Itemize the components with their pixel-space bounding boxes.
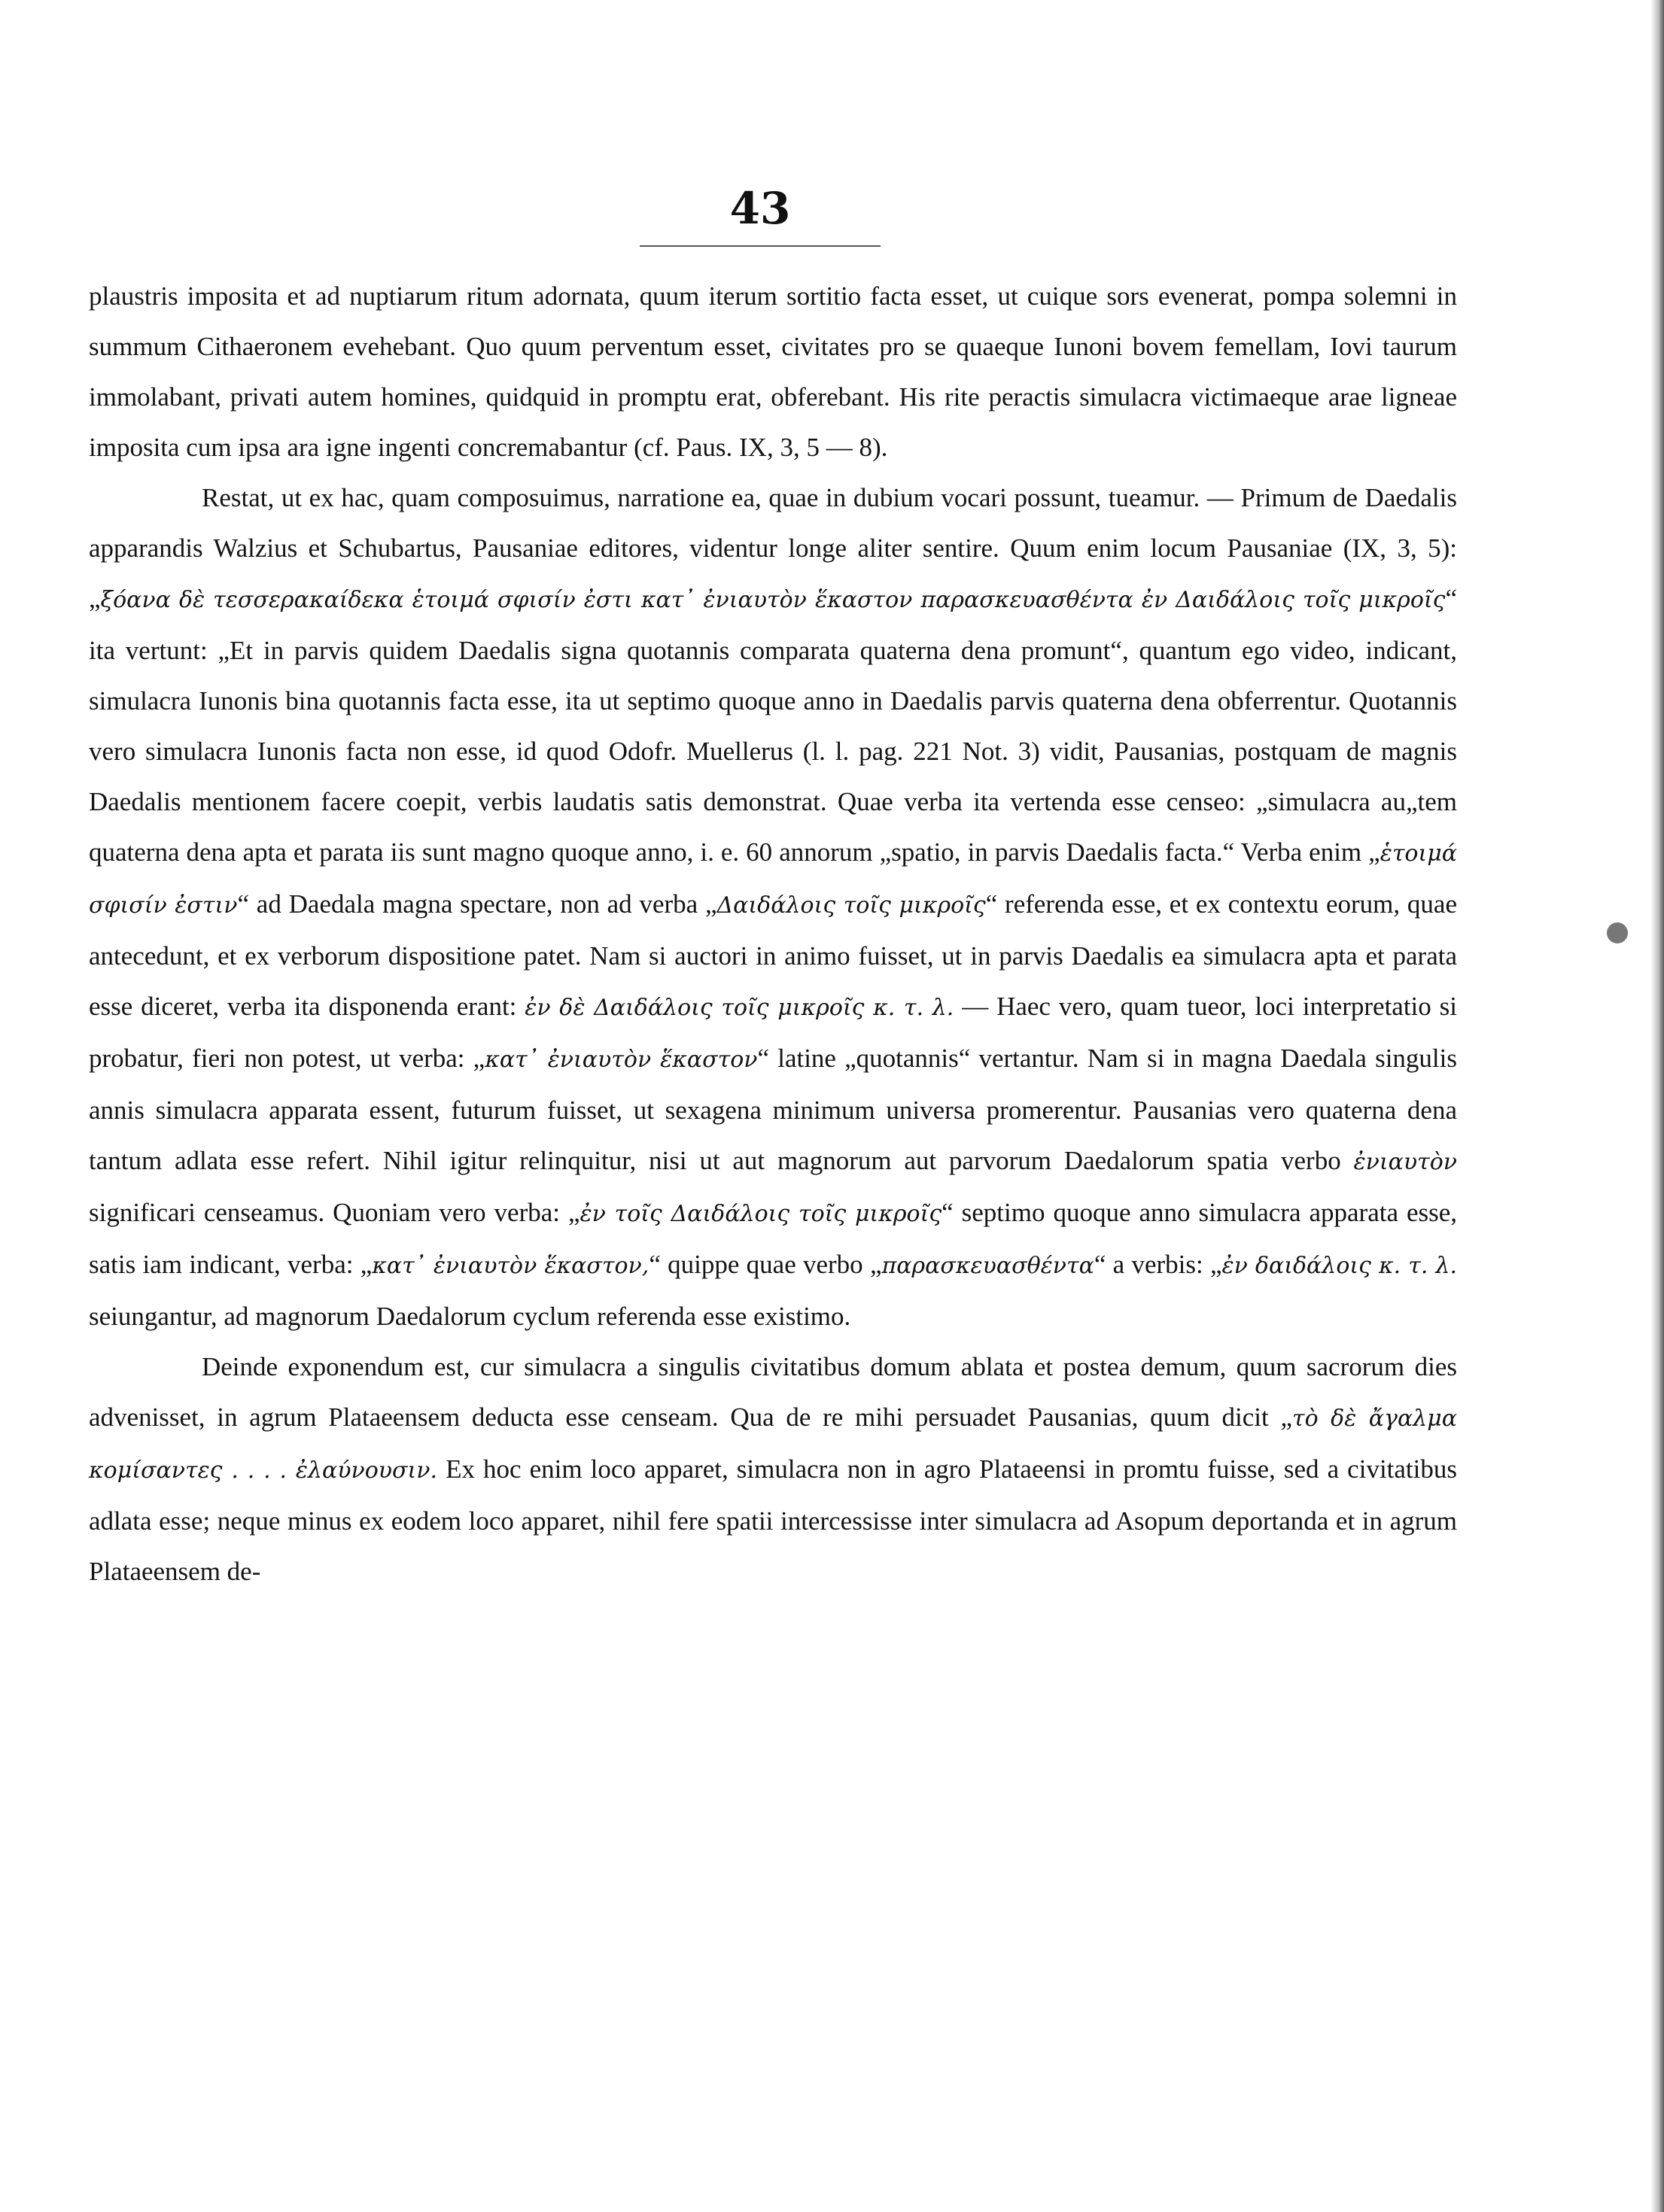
greek-quotation: ἐνιαυτὸν <box>1353 1149 1457 1175</box>
latin-text: Restat, ut ex hac, quam composuimus, narratione ea, quae in dubium vocari possunt, tueamur. — Primum de Daedalis apparandis Walzius et Schubartus, Pausaniae editores, videntur longe aliter sentire. Quum enim locum Pausaniae (IX, 3, 5): „ <box>89 483 1457 613</box>
latin-text: plaustris imposita et ad nuptiarum ritum adornata, quum iterum sortitio facta esset, ut cuique sors evenerat, pompa solemni in summum Cithaeronem evehebant. Quo quum perventum esset, civitates pro se quaeque Iunoni bovem femellam, Iovi taurum immolabant, privati autem homines, quidquid in promptu erat, obferebant. His rite peractis simulacra victimaeque arae ligneae imposita cum ipsa ara igne ingenti concremabantur (cf. Paus. IX, 3, 5 — 8). <box>89 281 1457 462</box>
latin-text: “ quippe quae verbo „ <box>649 1250 882 1279</box>
latin-text: Deinde exponendum est, cur simulacra a singulis civitatibus domum ablata et postea demum, quum sacrorum dies advenisset, in agrum Plataeensem deducta esse censeam. Qua de re mihi persuadet Pausanias, quum dicit „ <box>89 1352 1457 1432</box>
latin-text: “ septimo quoque anno simulacra apparata esse, satis iam indicant, verba: „ <box>89 1198 1458 1279</box>
latin-text: — Haec vero, quam tueor, loci interpretatio si probatur, fieri non potest, ut verba: „ <box>89 992 1457 1073</box>
page-number-rule <box>640 245 881 247</box>
greek-quotation: παρασκευασθέντα <box>881 1253 1094 1279</box>
greek-quotation: ξόανα δὲ τεσσερακαίδεκα ἑτοιμά σφισίν ἐστι κατ᾽ ἐνιαυτὸν ἕκαστον παρασκευασθέντα ἐν Δαιδάλοις τοῖς μικροῖς <box>100 587 1446 613</box>
greek-quotation: ἐν δὲ Δαιδάλοις τοῖς μικροῖς κ. τ. λ. <box>525 995 954 1021</box>
greek-quotation: Δαιδάλοις τοῖς μικροῖς <box>716 892 986 919</box>
page-number: 43 <box>729 183 791 234</box>
paragraph-3 <box>89 1341 1457 1597</box>
greek-quotation: ἐν τοῖς Δαιδάλοις τοῖς μικροῖς <box>580 1201 942 1227</box>
greek-quotation: ἑτοιμά σφισίν ἐστιν <box>89 840 1457 919</box>
latin-text: “ ita vertunt: „Et in parvis quidem Daedalis signa quotannis comparata quaterna dena promunt“, quantum ego video, indicant, simulacra Iunonis bina quotannis facta esse, ita ut septimo quoque anno in Daedalis parvis quaterna dena obferrentur. Quotannis vero simulacra Iunonis facta non esse, id quod Odofr. Muellerus (l. l. pag. 221 Not. 3) vidit, Pausanias, postquam de magnis Daedalis mentionem facere coepit, verbis laudatis satis demonstrat. Quae verba ita vertenda esse censeo: „simulacra au„tem quaterna dena apta et parata iis sunt magno quoque anno, i. e. 60 annorum „spatio, in parvis Daedalis facta.“ Verba enim „ <box>89 584 1457 867</box>
latin-text: “ ad Daedala magna spectare, non ad verba „ <box>237 889 717 919</box>
greek-quotation: κατ᾽ ἐνιαυτὸν ἕκαστον <box>485 1047 758 1073</box>
latin-text: “ referenda esse, et ex contextu eorum, quae antecedunt, et ex verborum dispositione patet. Nam si auctori in animo fuisset, ut in parvis Daedalis ea simulacra apta et parata esse diceret, verba ita disponenda erant: <box>89 889 1457 1021</box>
latin-text: seiungantur, ad magnorum Daedalorum cyclum referenda esse existimo. <box>89 1302 851 1331</box>
paper-spot <box>1607 922 1628 943</box>
page-edge-shadow <box>1650 0 1664 2212</box>
greek-quotation: ἐν δαιδάλοις κ. τ. λ. <box>1221 1253 1457 1279</box>
latin-text: Ex hoc enim loco apparet, simulacra non in agro Plataeensi in promtu fuisse, sed a civitatibus adlata esse; neque minus ex eodem loco apparet, nihil fere spatii intercessisse inter simulacra ad Asopum deportanda et in agrum Plataeensem de- <box>89 1454 1457 1586</box>
paragraph-2 <box>89 472 1457 1341</box>
latin-text: “ latine „quotannis“ vertantur. Nam si in magna Daedala singulis annis simulacra apparata essent, futurum fuisset, ut sexagena minimum universa promerentur. Pausanias vero quaterna dena tantum adlata esse refert. Nihil igitur relinquitur, nisi ut aut magnorum aut parvorum Daedalorum spatia verbo <box>89 1044 1457 1175</box>
latin-text: significari censeamus. Quoniam vero verba: „ <box>89 1198 580 1227</box>
greek-quotation: τὸ δὲ ἄγαλμα κομίσαντες . . . . ἐλαύνουσιν. <box>89 1405 1457 1484</box>
greek-quotation: κατ᾽ ἐνιαυτὸν ἕκαστον, <box>372 1253 649 1279</box>
paragraph-1 <box>89 271 1457 472</box>
latin-text: “ a verbis: „ <box>1094 1250 1222 1279</box>
body-text <box>89 271 1457 1597</box>
